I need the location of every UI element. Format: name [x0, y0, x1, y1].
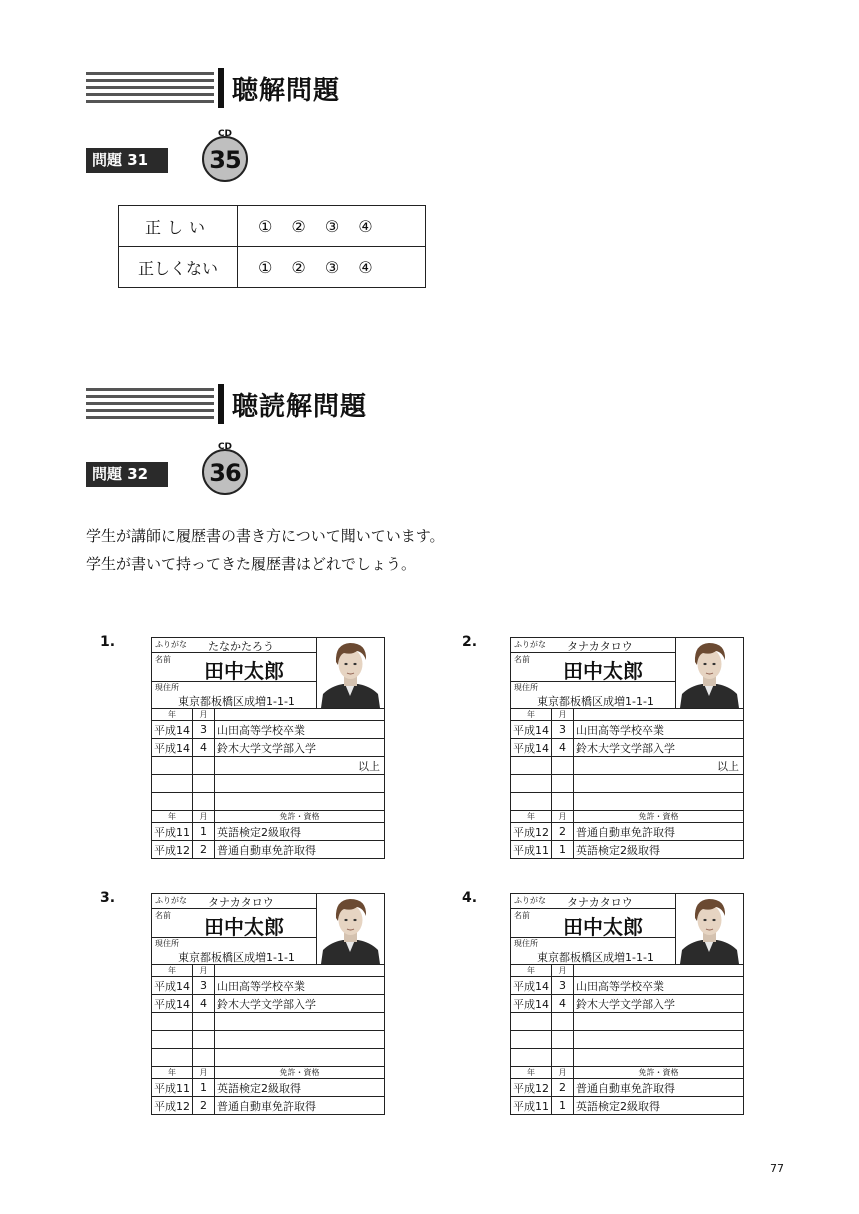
empty-cell	[193, 1013, 215, 1031]
empty-cell	[511, 1031, 552, 1049]
license-text: 英語検定2級取得	[574, 841, 744, 859]
year-header: 年	[511, 1067, 552, 1079]
license-row	[511, 1097, 743, 1115]
license-month: 2	[552, 823, 574, 841]
year-header: 年	[152, 811, 193, 823]
furigana-value: タナカタロウ	[567, 640, 633, 653]
history-year: 平成14	[511, 721, 552, 739]
license-month: 1	[552, 1097, 574, 1115]
history-header	[574, 965, 744, 977]
section-header-bar-2	[218, 384, 224, 424]
history-month: 3	[193, 721, 215, 739]
empty-cell	[215, 775, 385, 793]
name-label: 名前	[155, 911, 171, 920]
month-header: 月	[552, 709, 574, 721]
address-label: 現住所	[514, 683, 538, 692]
license-text: 普通自動車免許取得	[215, 841, 385, 859]
empty-cell	[193, 1049, 215, 1067]
address-value: 東京都板橋区成増1-1-1	[178, 695, 295, 708]
name-row	[152, 653, 316, 682]
history-text: 山田高等学校卒業	[215, 977, 385, 995]
empty-cell	[574, 1049, 744, 1067]
name-value: 田中太郎	[563, 659, 643, 683]
history-month: 4	[552, 739, 574, 757]
license-month: 2	[193, 1097, 215, 1115]
page-number: 77	[770, 1162, 784, 1175]
furigana-row	[152, 894, 316, 909]
furigana-value: たなかたろう	[208, 640, 274, 653]
month-header: 月	[193, 709, 215, 721]
furigana-row	[511, 638, 675, 653]
name-label: 名前	[514, 911, 530, 920]
end-text: 以上	[215, 757, 385, 775]
license-month: 2	[552, 1079, 574, 1097]
history-row-end	[511, 757, 743, 775]
cd-label: CD	[217, 129, 233, 139]
cd-number: 36	[209, 459, 241, 487]
license-header: 免許・資格	[215, 811, 385, 823]
empty-cell	[574, 775, 744, 793]
address-label: 現住所	[155, 939, 179, 948]
history-row-end	[152, 1013, 384, 1031]
history-text: 鈴木大学文学部入学	[574, 739, 744, 757]
license-row	[152, 1097, 384, 1115]
empty-cell	[193, 757, 215, 775]
option-number-1[interactable]: 1.	[100, 634, 116, 650]
history-text: 鈴木大学文学部入学	[574, 995, 744, 1013]
license-text: 英語検定2級取得	[215, 1079, 385, 1097]
question-label-31: 問題 31	[86, 148, 168, 173]
option-number-2[interactable]: 2.	[462, 634, 478, 650]
license-month: 1	[193, 823, 215, 841]
empty-cell	[574, 1031, 744, 1049]
history-year: 平成14	[152, 721, 193, 739]
license-header: 免許・資格	[215, 1067, 385, 1079]
cd-badge-36	[202, 442, 248, 495]
license-year: 平成11	[511, 1097, 552, 1115]
name-row	[511, 909, 675, 938]
license-month: 1	[193, 1079, 215, 1097]
photo-frame	[317, 638, 384, 708]
furigana-row	[511, 894, 675, 909]
history-row	[511, 739, 743, 757]
history-row-end	[152, 757, 384, 775]
resume-identity	[152, 894, 317, 964]
history-text: 山田高等学校卒業	[574, 721, 744, 739]
section-header-bar	[218, 68, 224, 108]
history-month: 3	[193, 977, 215, 995]
name-row	[152, 909, 316, 938]
resume-card-2[interactable]	[510, 637, 744, 859]
history-text: 山田高等学校卒業	[215, 721, 385, 739]
license-year: 平成12	[511, 1079, 552, 1097]
empty-cell	[511, 775, 552, 793]
empty-cell	[215, 793, 385, 811]
empty-cell	[511, 1013, 552, 1031]
history-year: 平成14	[511, 995, 552, 1013]
license-year: 平成12	[511, 823, 552, 841]
year-header: 年	[168, 710, 176, 719]
license-year: 平成11	[152, 1079, 193, 1097]
empty-cell	[552, 1049, 574, 1067]
empty-cell	[552, 1031, 574, 1049]
month-header: 月	[193, 965, 215, 977]
license-month: 1	[552, 841, 574, 859]
year-header: 年	[527, 710, 535, 719]
history-text: 鈴木大学文学部入学	[215, 995, 385, 1013]
empty-cell	[152, 1049, 193, 1067]
history-row	[511, 995, 743, 1013]
section-title-listening: 聴解問題	[232, 76, 341, 106]
furigana-label: ふりがな	[155, 896, 187, 905]
history-year: 平成14	[511, 977, 552, 995]
history-row	[152, 739, 384, 757]
month-header: 月	[193, 1067, 215, 1079]
license-row	[152, 841, 384, 859]
empty-cell	[574, 793, 744, 811]
address-label: 現住所	[514, 939, 538, 948]
history-row-empty	[511, 1031, 743, 1049]
history-row	[511, 977, 743, 995]
address-value: 東京都板橋区成増1-1-1	[537, 695, 654, 708]
history-year: 平成14	[152, 739, 193, 757]
license-month: 2	[193, 841, 215, 859]
address-value: 東京都板橋区成増1-1-1	[178, 951, 295, 964]
history-row-empty	[152, 1049, 384, 1067]
history-row-empty	[152, 793, 384, 811]
empty-cell	[552, 793, 574, 811]
furigana-value: タナカタロウ	[567, 896, 633, 909]
history-table	[511, 709, 743, 858]
address-label: 現住所	[155, 683, 179, 692]
empty-cell	[552, 775, 574, 793]
end-text	[215, 1013, 385, 1031]
year-header: 年	[527, 966, 535, 975]
license-year: 平成11	[511, 841, 552, 859]
empty-cell	[552, 1013, 574, 1031]
cd-number: 35	[209, 146, 241, 174]
history-year: 平成14	[511, 739, 552, 757]
empty-cell	[215, 1031, 385, 1049]
empty-cell	[152, 1013, 193, 1031]
license-row	[152, 1079, 384, 1097]
license-year: 平成12	[152, 841, 193, 859]
history-header	[215, 965, 385, 977]
name-value: 田中太郎	[204, 915, 284, 939]
answer-label-incorrect: 正しくない	[119, 247, 238, 288]
prompt-line-1: 学生が講師に履歴書の書き方について聞いています。	[86, 527, 445, 545]
history-row	[152, 995, 384, 1013]
answer-label-correct: 正しい	[119, 206, 238, 247]
year-header: 年	[152, 1067, 193, 1079]
empty-cell	[511, 757, 552, 775]
student-photo-icon	[676, 894, 743, 964]
history-table	[152, 709, 384, 858]
history-month: 4	[552, 995, 574, 1013]
cd-badge-35	[202, 129, 248, 182]
history-row-empty	[152, 1031, 384, 1049]
option-number-4[interactable]: 4.	[462, 890, 478, 906]
license-header: 免許・資格	[574, 1067, 744, 1079]
resume-card-1[interactable]	[151, 637, 385, 859]
history-text: 山田高等学校卒業	[574, 977, 744, 995]
furigana-label: ふりがな	[514, 640, 546, 649]
license-text: 英語検定2級取得	[574, 1097, 744, 1115]
history-row-end	[511, 1013, 743, 1031]
month-header: 月	[552, 965, 574, 977]
furigana-label: ふりがな	[155, 640, 187, 649]
resume-card-4[interactable]	[510, 893, 744, 1115]
empty-cell	[215, 1049, 385, 1067]
license-header: 免許・資格	[574, 811, 744, 823]
history-row-empty	[511, 1049, 743, 1067]
empty-cell	[193, 1031, 215, 1049]
photo-frame	[676, 638, 743, 708]
empty-cell	[552, 757, 574, 775]
furigana-value: タナカタロウ	[208, 896, 274, 909]
history-row-empty	[152, 775, 384, 793]
section-title-listening-reading: 聴読解問題	[232, 392, 368, 422]
license-row	[511, 1079, 743, 1097]
history-table	[511, 965, 743, 1114]
license-row	[152, 823, 384, 841]
empty-cell	[193, 775, 215, 793]
answer-options-incorrect[interactable]: ① ② ③ ④	[238, 247, 426, 288]
photo-frame	[317, 894, 384, 964]
month-header: 月	[552, 811, 574, 823]
license-row	[511, 841, 743, 859]
history-text: 鈴木大学文学部入学	[215, 739, 385, 757]
end-text: 以上	[574, 757, 744, 775]
student-photo-icon	[317, 638, 384, 708]
furigana-label: ふりがな	[514, 896, 546, 905]
resume-header	[511, 638, 743, 709]
history-month: 4	[193, 995, 215, 1013]
license-text: 英語検定2級取得	[215, 823, 385, 841]
empty-cell	[152, 1031, 193, 1049]
history-month: 3	[552, 721, 574, 739]
history-year: 平成14	[152, 977, 193, 995]
prompt-line-2: 学生が書いて持ってきた履歴書はどれでしょう。	[86, 555, 417, 573]
section-header-lines	[86, 72, 214, 110]
option-number-3[interactable]: 3.	[100, 890, 116, 906]
year-header: 年	[511, 811, 552, 823]
resume-header	[511, 894, 743, 965]
history-row	[511, 721, 743, 739]
empty-cell	[152, 775, 193, 793]
student-photo-icon	[676, 638, 743, 708]
empty-cell	[511, 793, 552, 811]
cd-label: CD	[217, 442, 233, 452]
answer-row-correct	[119, 206, 426, 247]
history-header	[574, 709, 744, 721]
name-value: 田中太郎	[204, 659, 284, 683]
resume-card-3[interactable]	[151, 893, 385, 1115]
license-text: 普通自動車免許取得	[574, 823, 744, 841]
resume-identity	[511, 638, 676, 708]
history-row	[152, 977, 384, 995]
end-text	[574, 1013, 744, 1031]
license-year: 平成12	[152, 1097, 193, 1115]
answer-table	[118, 205, 426, 288]
empty-cell	[511, 1049, 552, 1067]
license-text: 普通自動車免許取得	[574, 1079, 744, 1097]
furigana-row	[152, 638, 316, 653]
history-row	[152, 721, 384, 739]
empty-cell	[152, 757, 193, 775]
resume-header	[152, 894, 384, 965]
month-header: 月	[193, 811, 215, 823]
empty-cell	[193, 793, 215, 811]
history-row-empty	[511, 775, 743, 793]
history-month: 3	[552, 977, 574, 995]
section-header-lines-2	[86, 388, 214, 426]
question-prompt	[86, 522, 445, 578]
answer-row-incorrect	[119, 247, 426, 288]
history-year: 平成14	[152, 995, 193, 1013]
name-value: 田中太郎	[563, 915, 643, 939]
name-label: 名前	[514, 655, 530, 664]
license-text: 普通自動車免許取得	[215, 1097, 385, 1115]
name-label: 名前	[155, 655, 171, 664]
month-header: 月	[552, 1067, 574, 1079]
history-header	[215, 709, 385, 721]
resume-header	[152, 638, 384, 709]
student-photo-icon	[317, 894, 384, 964]
year-header: 年	[168, 966, 176, 975]
history-month: 4	[193, 739, 215, 757]
address-value: 東京都板橋区成増1-1-1	[537, 951, 654, 964]
answer-options-correct[interactable]: ① ② ③ ④	[238, 206, 426, 247]
empty-cell	[152, 793, 193, 811]
license-row	[511, 823, 743, 841]
history-row-empty	[511, 793, 743, 811]
resume-identity	[152, 638, 317, 708]
question-label-32: 問題 32	[86, 462, 168, 487]
history-table	[152, 965, 384, 1114]
photo-frame	[676, 894, 743, 964]
name-row	[511, 653, 675, 682]
license-year: 平成11	[152, 823, 193, 841]
resume-identity	[511, 894, 676, 964]
